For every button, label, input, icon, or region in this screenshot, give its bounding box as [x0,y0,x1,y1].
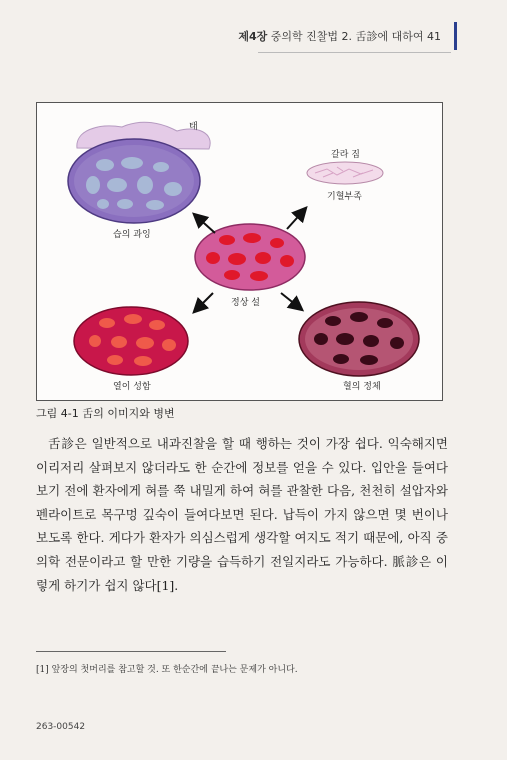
arrow-to-stasis [281,293,301,309]
label-cracks: 갈라 짐 [331,150,360,160]
label-dampness: 습의 과잉 [113,230,151,240]
header-accent-bar [454,22,457,50]
footnote-rule [36,651,226,652]
arrow-to-heat [195,293,213,311]
chapter-number: 제4장 [238,30,268,43]
tongue-diagram [37,103,442,400]
arrow-to-dampness [195,215,215,233]
body-text [36,432,448,597]
label-stasis: 혈의 정체 [343,382,381,392]
label-coating: 태 [189,122,198,132]
tongue-cracked [307,162,383,184]
label-normal: 정상 설 [231,298,260,308]
footnote: [1] 앞장의 첫머리를 참고할 것. 또 한순간에 끝나는 문제가 아니다. [36,665,298,675]
body-paragraph: 舌診은 일반적으로 내과진찰을 할 때 행하는 것이 가장 쉽다. 익숙해지면 이리저리 살펴보지 않더라도 한 순간에 정보를 얻을 수 있다. 입안을 들여다보기 전에 환자에게 혀를 쭉 내밀게 하여 혀를 관찰한 다음, 천천히 설압자와 펜라이트로 목구멍 깊숙이 들여다보면 된다. 납득이 가지 않으면 몇 번이나 보도록 한다. 게다가 환자가 의심스럽게 생각할 여지도 적기 때문에, 아직 중의학 전문이라고 할 만한 기량을 습득하기 전일지라도 가능하다. 脈診은 이렇게 하기가 쉽지 않다[1]. [36,436,448,593]
arrow-to-cracked [287,209,305,229]
page-id: 263-00542 [36,722,86,732]
label-heat: 열이 성함 [113,382,151,392]
running-header [238,28,441,44]
tongue-dampness [68,139,200,223]
tongue-normal [195,224,305,290]
figure-caption: 그림 4-1 舌의 이미지와 병변 [36,407,175,420]
tongue-heat [74,307,188,375]
page-number: 41 [427,30,441,43]
header-rule [258,52,451,53]
label-qi-blood-deficiency: 기혈부족 [327,192,362,202]
chapter-title: 중의학 진찰법 2. 舌診에 대하여 [270,30,424,43]
tongue-stasis [299,302,419,376]
tongue-figure [36,102,443,401]
